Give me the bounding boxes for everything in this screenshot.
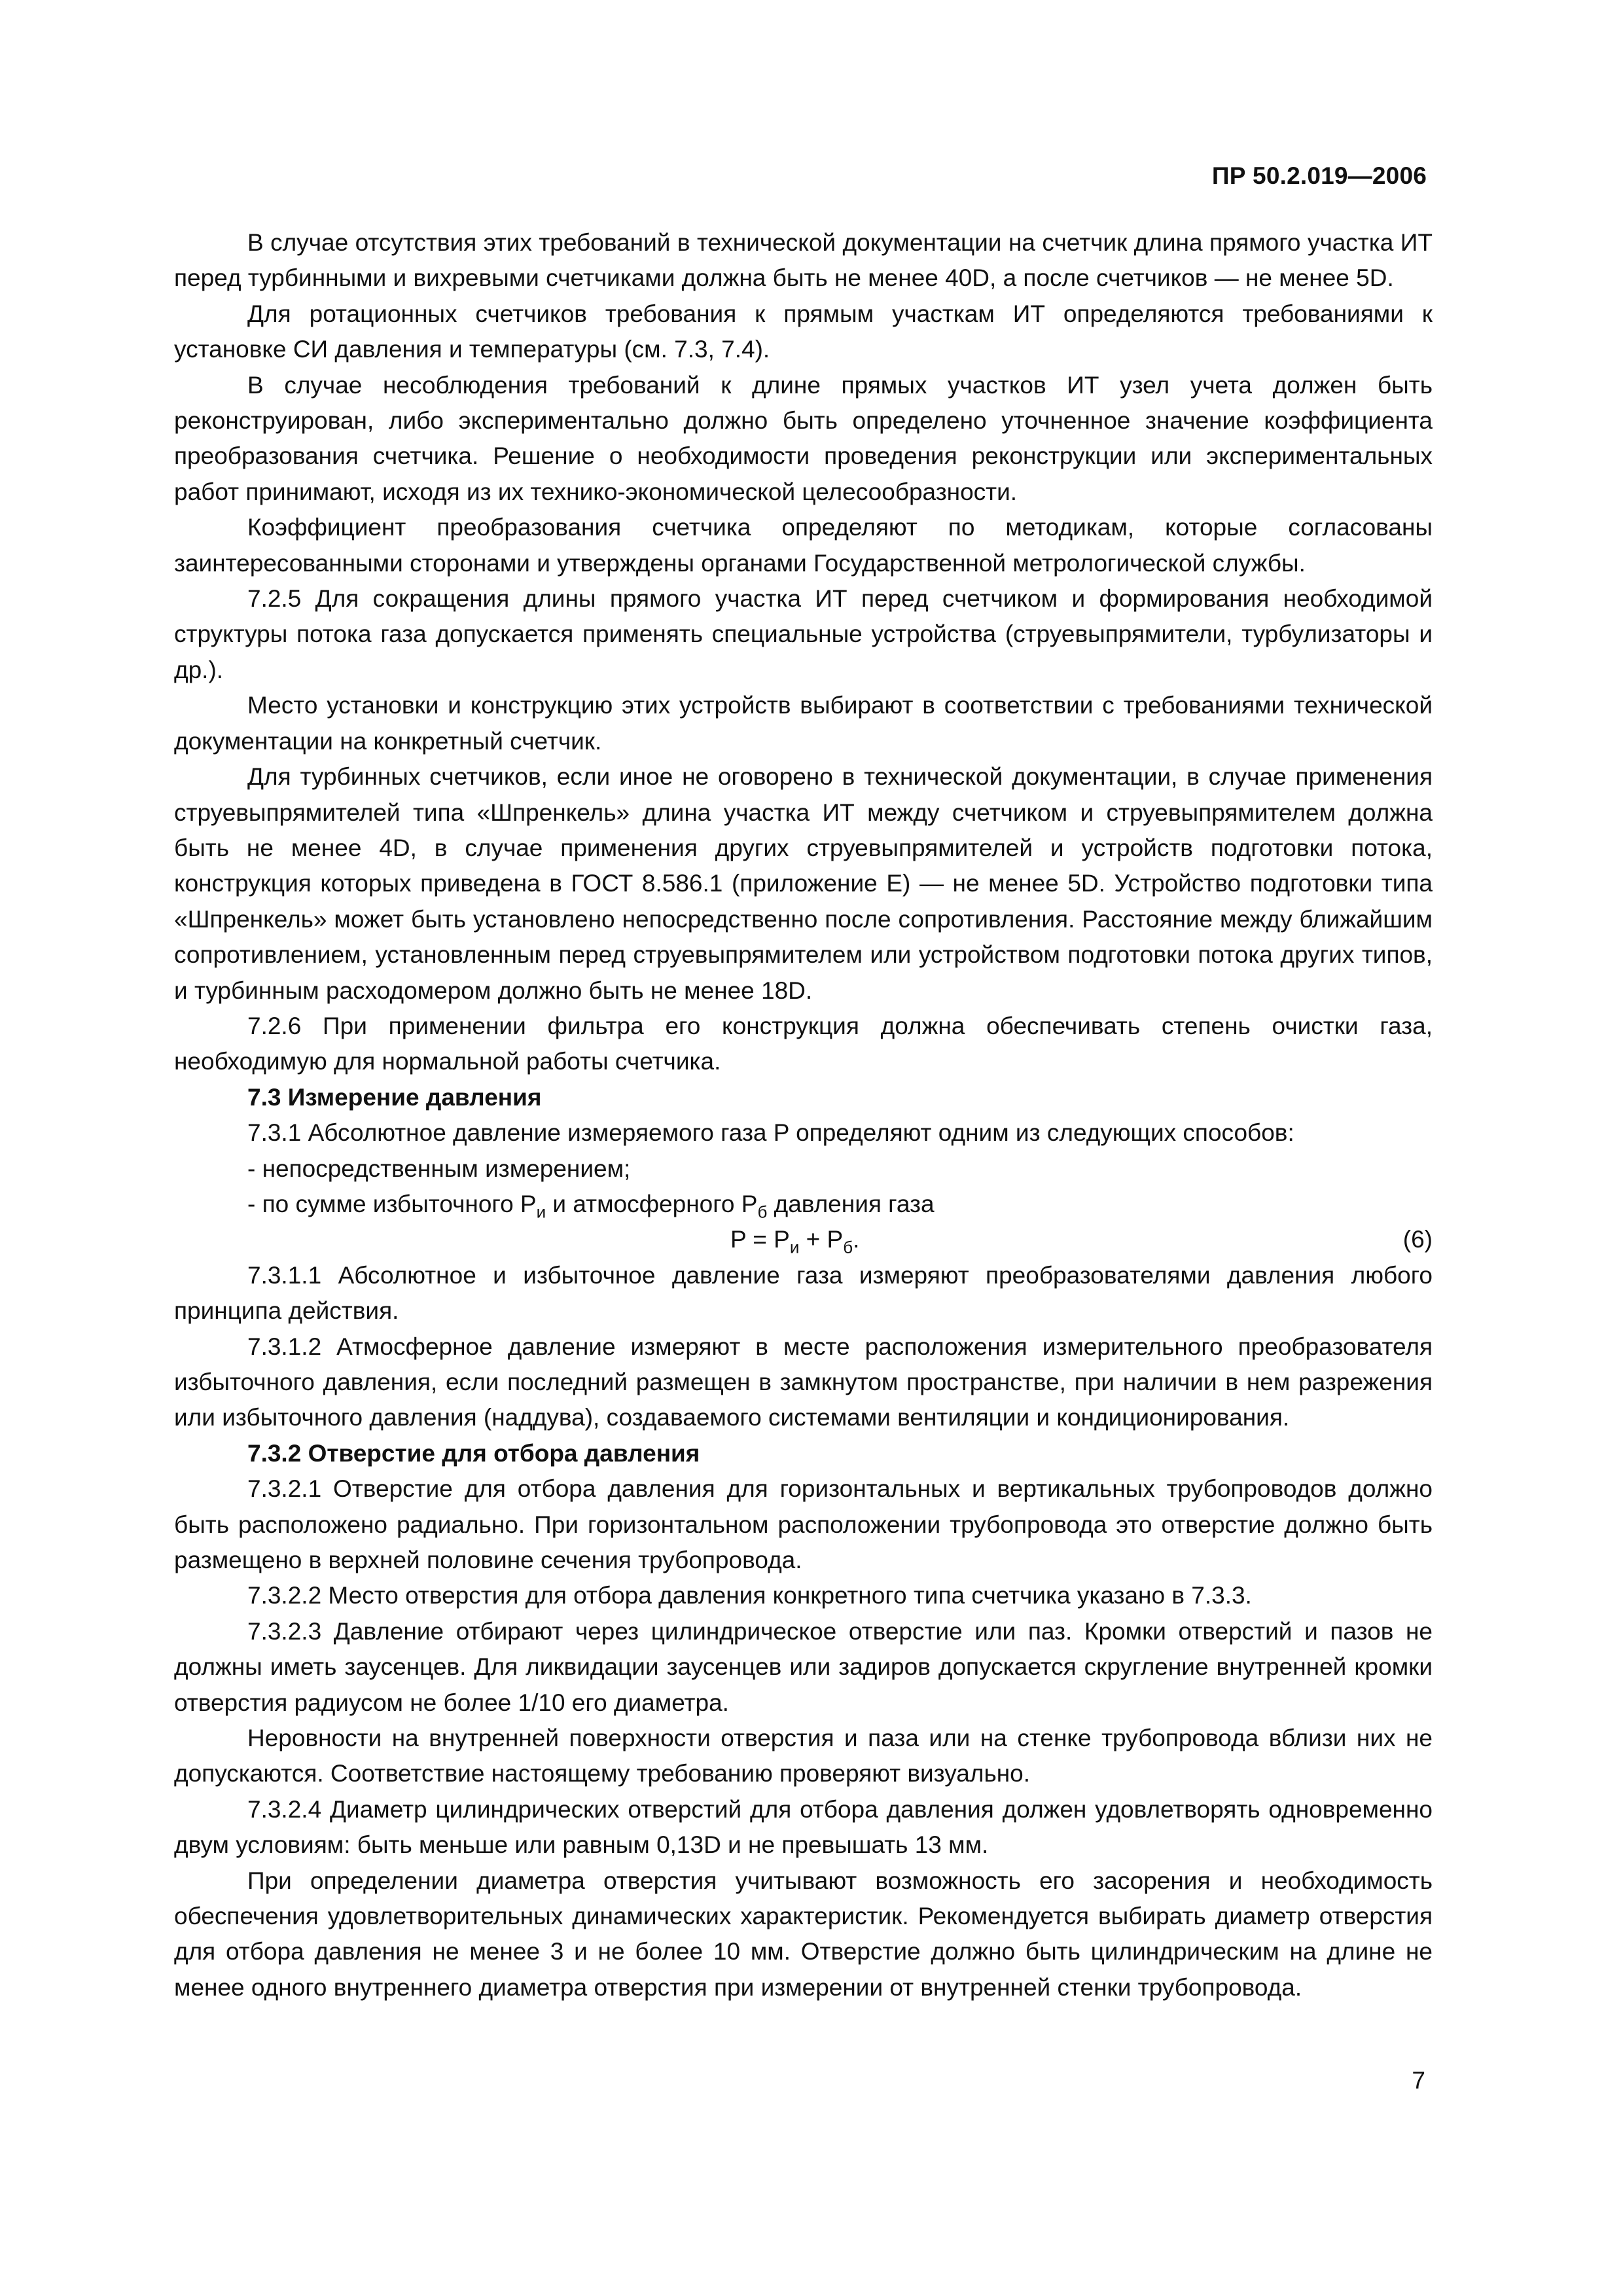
- list-item: [174, 1187, 1433, 1222]
- clause-7-3-2-4: 7.3.2.4 Диаметр цилиндрических отверстий для отбора давления должен удовлетворять одновременно двум условиям: быть меньше или равным 0,13D и не превышать 13 мм.: [174, 1795, 1433, 1859]
- clause-7-3-1: 7.3.1 Абсолютное давление измеряемого газа P определяют одним из следующих способов:: [247, 1119, 1294, 1147]
- paragraph: При определении диаметра отверстия учитывают возможность его засорения и необходимость обеспечения удовлетворительных динамических характеристик. Рекомендуется выбирать диаметр отверстия для отбора давления не менее 3 и не более 10 мм. Отверстие должно быть цилиндрическим на длине не менее одного внутреннего диаметра отверстия при измерении от внутренней стенки трубопровода.: [174, 1867, 1433, 2001]
- page-body: [174, 225, 1433, 2005]
- formula-part: .: [853, 1226, 860, 1253]
- clause-7-3-1-2: 7.3.1.2 Атмосферное давление измеряют в месте расположения измерительного преобразователя избыточного давления, если последний размещен в замкнутом пространстве, при наличии в нем разрежения или избыточного давления (наддува), создаваемого системами вентиляции и кондиционирования.: [174, 1333, 1433, 1431]
- section-heading-7-3: 7.3 Измерение давления: [247, 1083, 542, 1111]
- equation-number: (6): [1402, 1226, 1433, 1253]
- list-item-text: - по сумме избыточного P: [247, 1190, 537, 1217]
- formula-part: P = P: [730, 1226, 790, 1253]
- subscript: и: [536, 1202, 546, 1222]
- paragraph: Для турбинных счетчиков, если иное не оговорено в технической документации, в случае применения струевыпрямителей типа «Шпренкель» длина участка ИТ между счетчиком и струевыпрямителем должна быть не менее 4D, в случае применения других струевыпрямителей и устройств подготовки потока, конструкция которых приведена в ГОСТ 8.586.1 (приложение Е) — не менее 5D. Устройство подготовки типа «Шпренкель» может быть установлено непосредственно после сопротивления. Расстояние между ближайшим сопротивлением, установленным перед струевыпрямителем или устройством подготовки потока других типов, и турбинным расходомером должно быть не менее 18D.: [174, 763, 1433, 1004]
- subscript: и: [789, 1237, 800, 1257]
- clause-7-2-5: 7.2.5 Для сокращения длины прямого участка ИТ перед счетчиком и формирования необходимой структуры потока газа допускается применять специальные устройства (струевыпрямители, турбулизаторы и др.).: [174, 585, 1433, 683]
- section-heading-7-3-2: 7.3.2 Отверстие для отбора давления: [247, 1439, 700, 1467]
- paragraph: Коэффициент преобразования счетчика определяют по методикам, которые согласованы заинтересованными сторонами и утверждены органами Государственной метрологической службы.: [174, 514, 1433, 577]
- clause-7-3-2-3: 7.3.2.3 Давление отбирают через цилиндрическое отверстие или паз. Кромки отверстий и пазов не должны иметь заусенцев. Для ликвидации заусенцев или задиров допускается скругление внутренней кромки отверстия радиусом не более 1/10 его диаметра.: [174, 1617, 1433, 1716]
- subscript: б: [843, 1237, 853, 1257]
- paragraph: Место установки и конструкцию этих устройств выбирают в соответствии с требованиями технической документации на конкретный счетчик.: [174, 692, 1433, 755]
- paragraph: В случае несоблюдения требований к длине прямых участков ИТ узел учета должен быть реконструирован, либо экспериментально должно быть определено уточненное значение коэффициента преобразования счетчика. Решение о необходимости проведения реконструкции или экспериментальных работ принимают, исходя из их технико-экономической целесообразности.: [174, 371, 1433, 505]
- formula-part: + P: [799, 1226, 844, 1253]
- list-item-text: и атмосферного P: [546, 1190, 758, 1217]
- paragraph: Для ротационных счетчиков требования к прямым участкам ИТ определяются требованиями к установке СИ давления и температуры (см. 7.3, 7.4).: [174, 300, 1433, 363]
- paragraph: Неровности на внутренней поверхности отверстия и паза или на стенке трубопровода вблизи них не допускаются. Соответствие настоящему требованию проверяют визуально.: [174, 1725, 1433, 1787]
- paragraph: В случае отсутствия этих требований в технической документации на счетчик длина прямого участка ИТ перед турбинными и вихревыми счетчиками должна быть не менее 40D, а после счетчиков — не менее 5D.: [174, 229, 1433, 292]
- clause-7-3-1-1: 7.3.1.1 Абсолютное и избыточное давление газа измеряют преобразователями давления любого принципа действия.: [174, 1261, 1433, 1325]
- equation-6: [174, 1222, 1433, 1257]
- page-number: 7: [1412, 2067, 1425, 2094]
- formula: [730, 1222, 859, 1257]
- clause-7-3-2-2: 7.3.2.2 Место отверстия для отбора давления конкретного типа счетчика указано в 7.3.3.: [247, 1582, 1252, 1609]
- document-code: ПР 50.2.019—2006: [1211, 162, 1427, 189]
- clause-7-2-6: 7.2.6 При применении фильтра его конструкция должна обеспечивать степень очистки газа, необходимую для нормальной работы счетчика.: [174, 1012, 1433, 1075]
- list-item: - непосредственным измерением;: [247, 1155, 631, 1182]
- clause-7-3-2-1: 7.3.2.1 Отверстие для отбора давления для горизонтальных и вертикальных трубопроводов должно быть расположено радиально. При горизонтальном расположении трубопровода это отверстие должно быть размещено в верхней половине сечения трубопровода.: [174, 1475, 1433, 1574]
- list-item-text: давления газа: [767, 1190, 935, 1217]
- subscript: б: [757, 1202, 768, 1222]
